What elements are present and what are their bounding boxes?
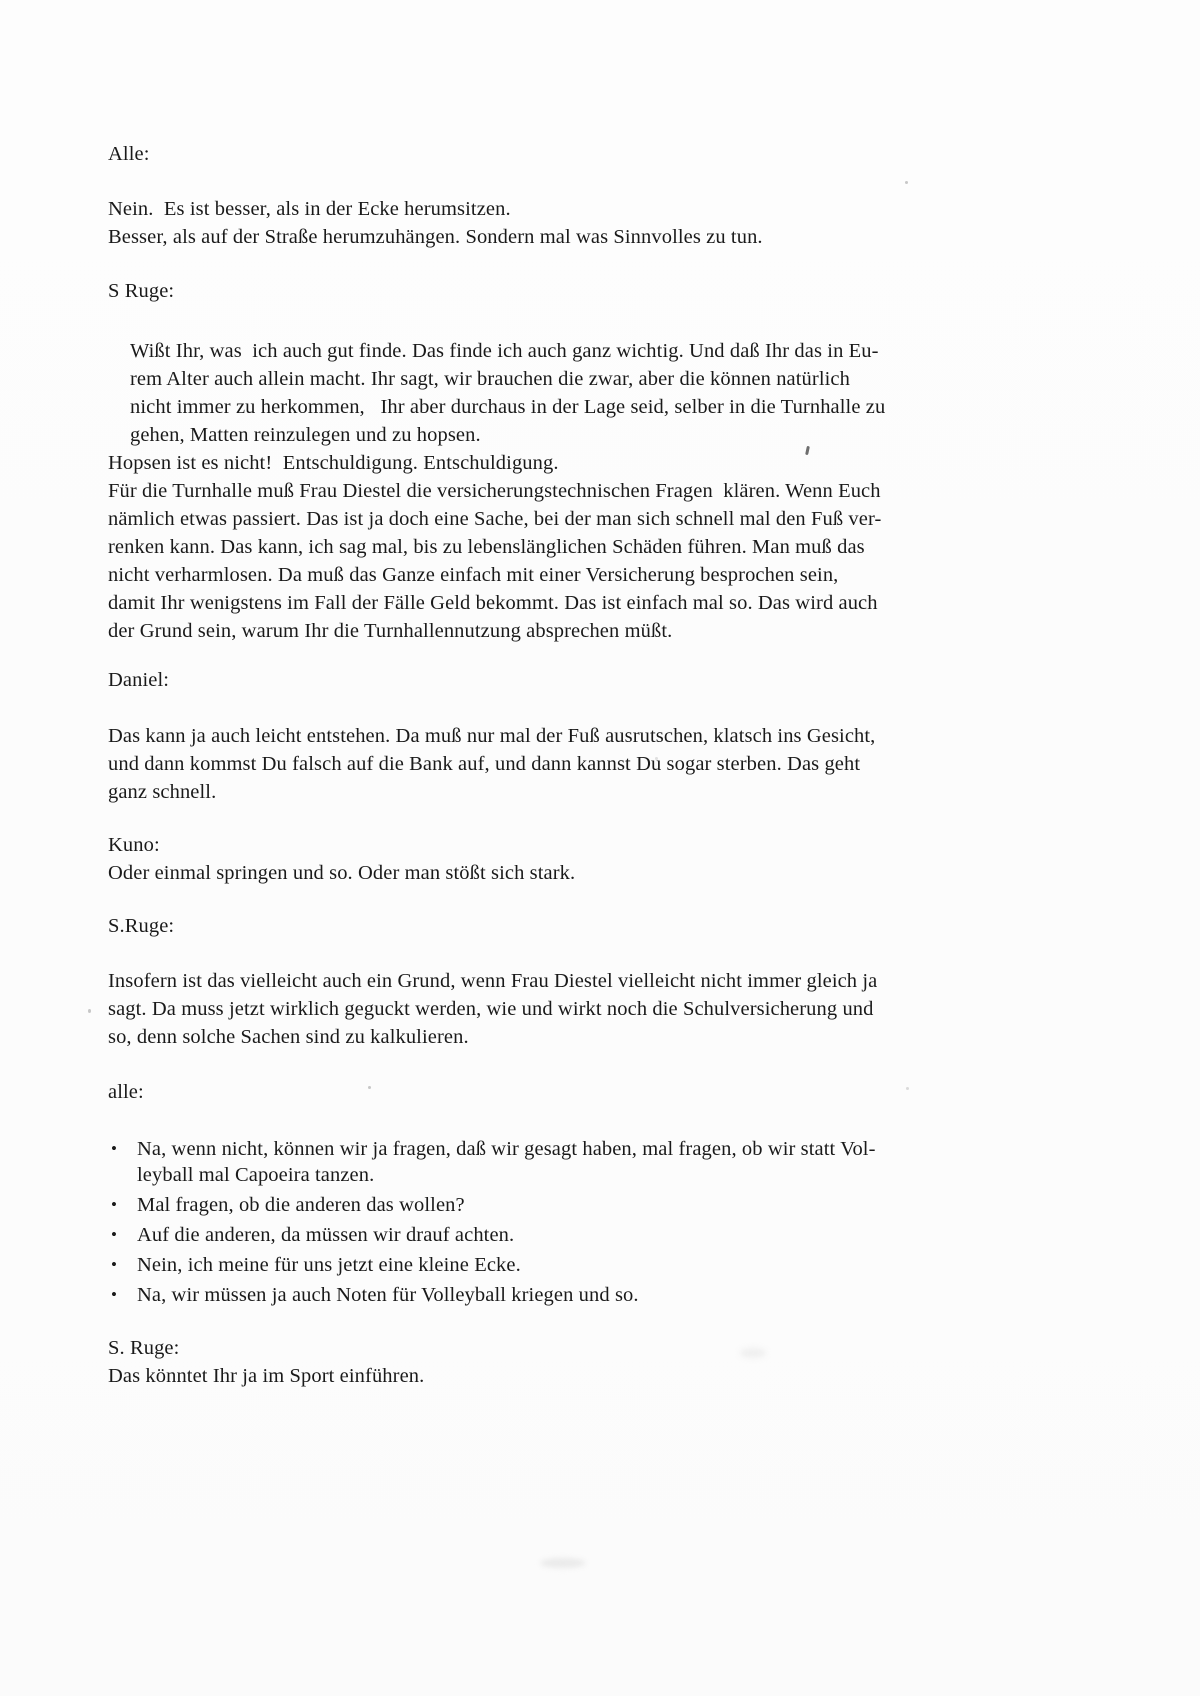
bullet-icon: • (111, 1139, 117, 1158)
transcript-body (108, 0, 968, 1390)
bullet-item (108, 1252, 968, 1278)
bullet-icon: • (111, 1285, 117, 1304)
paragraph-kuno (108, 831, 968, 887)
scan-artifact (906, 1087, 909, 1090)
speaker-label-alle: Alle: (108, 143, 150, 165)
transcript-line: Nein. Es ist besser, als in der Ecke herumsitzen. (108, 198, 511, 220)
transcript-line: Auf die anderen, da müssen wir drauf achten. (137, 1224, 515, 1246)
scan-artifact (368, 1086, 371, 1089)
speaker-label-daniel: Daniel: (108, 669, 170, 691)
transcript-line: Oder einmal springen und so. Oder man stößt sich stark. (108, 862, 576, 884)
transcript-line: Das könntet Ihr ja im Sport einführen. (108, 1365, 425, 1387)
scan-artifact (905, 181, 908, 184)
transcript-line: damit Ihr wenigstens im Fall der Fälle Geld bekommt. Das ist einfach mal so. Das wird auch (108, 592, 878, 614)
transcript-line: gehen, Matten reinzulegen und zu hopsen. (130, 424, 481, 446)
transcript-line: Hopsen ist es nicht! Entschuldigung. Entschuldigung. (108, 452, 559, 474)
speaker-label-s-ruge: S Ruge: (108, 280, 175, 302)
speaker-label-kuno: Kuno: (108, 834, 160, 856)
transcript-line: und dann kommst Du falsch auf die Bank auf, und dann kannst Du sogar sterben. Das geht (108, 753, 861, 775)
transcript-line: Mal fragen, ob die anderen das wollen? (137, 1194, 465, 1216)
paragraph-daniel (108, 722, 968, 806)
scan-artifact (88, 1009, 91, 1013)
transcript-line: Insofern ist das vielleicht auch ein Grund, wenn Frau Diestel vielleicht nicht immer gleich ja (108, 970, 878, 992)
bullet-item (108, 1192, 968, 1218)
speaker-label-s-ruge-3: S. Ruge: (108, 1337, 180, 1359)
transcript-line: Wißt Ihr, was ich auch gut finde. Das finde ich auch ganz wichtig. Und daß Ihr das in Eu- (130, 340, 879, 362)
transcript-line: Für die Turnhalle muß Frau Diestel die versicherungstechnischen Fragen klären. Wenn Euch (108, 480, 881, 502)
paragraph-s-ruge-closing (108, 1334, 968, 1390)
paragraph-alle (108, 195, 968, 251)
transcript-line: Das kann ja auch leicht entstehen. Da muß nur mal der Fuß ausrutschen, klatsch ins Gesicht, (108, 725, 876, 747)
speaker-label-s-ruge-2: S.Ruge: (108, 915, 175, 937)
scan-artifact (740, 1348, 766, 1358)
transcript-line: renken kann. Das kann, ich sag mal, bis zu lebenslänglichen Schäden führen. Man muß das (108, 536, 865, 558)
transcript-line: rem Alter auch allein macht. Ihr sagt, wir brauchen die zwar, aber die können natürlich (130, 368, 850, 390)
transcript-line: der Grund sein, warum Ihr die Turnhallennutzung absprechen müßt. (108, 620, 673, 642)
transcript-line: nicht verharmlosen. Da muß das Ganze einfach mit einer Versicherung besprochen sein, (108, 564, 839, 586)
transcript-line: Besser, als auf der Straße herumzuhängen. Sondern mal was Sinnvolles zu tun. (108, 226, 763, 248)
bullet-item (108, 1282, 968, 1308)
transcript-line: Nein, ich meine für uns jetzt eine kleine Ecke. (137, 1254, 521, 1276)
transcript-line: sagt. Da muss jetzt wirklich geguckt werden, wie und wirkt noch die Schulversicherung und (108, 998, 874, 1020)
transcript-line: ganz schnell. (108, 781, 217, 803)
scan-artifact (540, 1558, 586, 1568)
bullet-icon: • (111, 1225, 117, 1244)
transcript-line: so, denn solche Sachen sind zu kalkulieren. (108, 1026, 469, 1048)
transcript-line: leyball mal Capoeira tanzen. (137, 1164, 375, 1186)
bullet-icon: • (111, 1255, 117, 1274)
paragraph-s-ruge (108, 337, 968, 645)
transcript-line: nicht immer zu herkommen, Ihr aber durchaus in der Lage seid, selber in die Turnhalle zu (130, 396, 886, 418)
transcript-line: Na, wir müssen ja auch Noten für Volleyball kriegen und so. (137, 1284, 639, 1306)
paragraph-s-ruge-2 (108, 967, 968, 1051)
bullet-item (108, 1136, 968, 1188)
bullet-icon: • (111, 1195, 117, 1214)
scan-artifact (655, 757, 658, 760)
bullet-item (108, 1222, 968, 1248)
speaker-label-alle-2: alle: (108, 1081, 144, 1103)
transcript-line: Na, wenn nicht, können wir ja fragen, daß wir gesagt haben, mal fragen, ob wir statt Vol- (137, 1138, 876, 1160)
bullet-list (108, 1136, 968, 1308)
transcript-line: nämlich etwas passiert. Das ist ja doch eine Sache, bei der man sich schnell mal den Fuß ver- (108, 508, 882, 530)
